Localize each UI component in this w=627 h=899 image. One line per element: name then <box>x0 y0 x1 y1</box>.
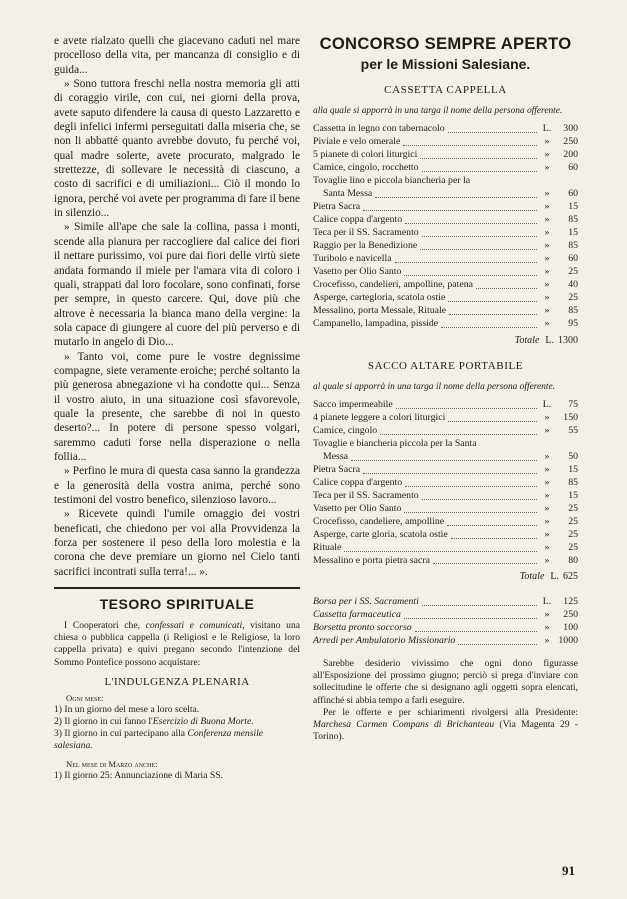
item-value: 250 <box>563 609 578 621</box>
left-column <box>54 34 300 782</box>
item-label: Arredi per Ambulatorio Missionario <box>313 635 456 647</box>
item-value: 25 <box>568 291 578 303</box>
monthly-item-italic: Esercizio di Buona Morte. <box>152 716 254 728</box>
item-value: 15 <box>568 201 578 213</box>
item-value: 85 <box>568 304 578 316</box>
item-label: Teca per il SS. Sacramento <box>313 227 419 239</box>
leader-dots <box>344 551 537 552</box>
leader-dots <box>396 408 537 409</box>
extras-items <box>313 596 578 648</box>
item-currency: » <box>544 201 550 213</box>
item-label: Messalino, porta Messale, Rituale <box>313 304 447 316</box>
total-currency: L. <box>545 334 554 346</box>
item-value: 1000 <box>558 635 578 647</box>
item-value: 15 <box>568 489 578 501</box>
list-item <box>313 464 578 477</box>
item-label: Asperge, carte gloria, scatola ostie <box>313 528 448 540</box>
item-value: 60 <box>568 162 578 174</box>
item-label: Rituale <box>313 541 342 553</box>
closing-paragraph-1: Sarebbe desiderio vivissimo che ogni dono figurasse all'Esposizione del prossimo giugno; perciò si prega d'inviare con sollecitudine le offerte che si designano agli oggetti sopra elencati, affinché si abbia tempo a farli eseguire. <box>313 658 578 706</box>
leader-dots <box>351 460 537 461</box>
monthly-item-text: 3) Il giorno in cui partecipano alla <box>54 728 188 740</box>
list-item <box>313 516 578 529</box>
item-label-continuation: Messa <box>323 450 349 462</box>
list-item <box>313 412 578 425</box>
item-label: Turibolo e navicella <box>313 252 392 264</box>
paragraph-2: » Sono tuttora freschi nella nostra memoria gli atti di coraggio virile, con cui, nei giorni della prova, avete saputo difendere la causa di questo Lazzaretto e degli infelici infermi perseguitati dalla miseria che, se non li abbatté quanto avrebbe dovuto, fu perché voi, qual madre solerte, avete procurato, malgrado le strettezze, di sollevare le necessità di ciascuno, a costo di sacrifici e di umiliazioni... Ciò il mondo lo ignora, perché voi avete per programma di fare il bene in silenzio... <box>54 78 300 220</box>
list-item-continuation <box>313 188 578 201</box>
leader-dots <box>404 618 537 619</box>
item-value: 40 <box>568 278 578 290</box>
cassetta-items <box>313 123 578 330</box>
tesoro-title: TESORO SPIRITUALE <box>99 596 255 613</box>
item-label: Calice coppa d'argento <box>313 476 403 488</box>
total-value: 625 <box>563 571 578 583</box>
item-label: Messalino e porta pietra sacra <box>313 554 430 566</box>
item-currency: L. <box>542 399 552 411</box>
item-currency: » <box>544 136 550 148</box>
closing-paragraph-2 <box>313 707 578 743</box>
sacco-total <box>313 571 578 582</box>
item-currency: » <box>544 450 550 462</box>
item-currency: » <box>544 317 550 329</box>
item-label: Crocefisso, candelieri, ampolline, patena <box>313 278 473 290</box>
closing-2-post: (Via Magenta 29 - Torino). <box>313 718 579 742</box>
item-currency: » <box>544 502 550 514</box>
item-label: Teca per il SS. Sacramento <box>313 489 419 501</box>
list-item <box>313 529 578 542</box>
sacco-note: al quale si apporrà in una targa il nome della persona offerente. <box>313 381 555 392</box>
leader-dots <box>422 605 537 606</box>
leader-dots <box>395 262 537 263</box>
paragraph-5: » Perfino le mura di questa casa sanno la grandezza e la generosità della vostra anima, perché sono testimoni del vostro benefico, silenzioso lavoro... <box>54 465 300 506</box>
concorso-subtitle: per le Missioni Salesiane. <box>360 56 531 72</box>
item-value: 85 <box>568 476 578 488</box>
list-item <box>313 503 578 516</box>
leader-dots <box>420 158 537 159</box>
item-value: 50 <box>568 450 578 462</box>
paragraph-4: » Tanto voi, come pure le vostre degnissime compagne, siete veramente eroiche; perché soltanto la più generosa abnegazione vi ha condotte qui... Senza il vostro aiuto, in una situazione così sfavorevole, quale la presente, che sarebbe di noi in questo deserto?... In potere di persone spesso volgari, saremmo caduti forse nella disperazione o nella follia... <box>54 350 300 463</box>
item-label: Sacco impermeabile <box>313 399 393 411</box>
item-currency: » <box>544 528 550 540</box>
leader-dots <box>363 210 537 211</box>
right-column <box>313 34 578 743</box>
list-item <box>313 175 578 188</box>
item-value: 25 <box>568 502 578 514</box>
paragraph-1: e avete rialzato quelli che giacevano caduti nel mare procelloso della vita, per mancanza di consiglio e di guida... <box>54 35 300 76</box>
leader-dots <box>405 486 537 487</box>
section-divider <box>54 587 300 589</box>
leader-dots <box>448 301 537 302</box>
item-value: 80 <box>568 554 578 566</box>
page-number: 91 <box>562 863 575 878</box>
list-item <box>313 227 578 240</box>
leader-dots <box>448 421 537 422</box>
item-label: Tovaglie lino e piccola biancheria per la <box>313 175 471 187</box>
item-currency: » <box>544 476 550 488</box>
leader-dots <box>448 132 537 133</box>
item-value: 250 <box>563 136 578 148</box>
item-currency: » <box>544 463 550 475</box>
total-label: Totale <box>519 571 545 583</box>
monthly-item <box>54 704 300 716</box>
leader-dots <box>476 288 537 289</box>
item-value: 125 <box>563 596 578 608</box>
list-item <box>313 214 578 227</box>
item-value: 25 <box>568 541 578 553</box>
item-value: 85 <box>568 239 578 251</box>
item-label: Tovaglie e biancheria piccola per la Santa <box>313 437 477 449</box>
item-value: 75 <box>568 399 578 411</box>
item-currency: » <box>544 188 550 200</box>
leader-dots <box>415 631 537 632</box>
tesoro-intro-italic: confessati e comunicati, <box>145 620 245 632</box>
item-value: 200 <box>563 149 578 161</box>
list-item <box>313 318 578 331</box>
item-currency: » <box>544 265 550 277</box>
item-label: Piviale e velo omerale <box>313 136 401 148</box>
item-value: 95 <box>568 317 578 329</box>
list-item <box>313 542 578 555</box>
list-item <box>313 477 578 490</box>
monthly-item-italic: Conferenza mensile salesiana. <box>54 728 264 752</box>
leader-dots <box>441 327 537 328</box>
item-label-continuation: Santa Messa <box>323 188 373 200</box>
list-item <box>313 266 578 279</box>
item-value: 100 <box>563 622 578 634</box>
tesoro-intro <box>54 620 300 669</box>
list-item <box>313 438 578 451</box>
item-value: 55 <box>568 424 578 436</box>
tesoro-intro-2: visitano una chiesa o pubblica cappella (i Religiosi e le Religiose, la loro cappella privata) e quivi pregano secondo l'intenzione del Sommo Pontefice possono acquistare: <box>54 620 300 668</box>
item-label: Pietra Sacra <box>313 201 361 213</box>
monthly-item <box>54 728 300 752</box>
cassetta-note: alla quale si apporrà in una targa il nome della persona offerente. <box>313 106 563 116</box>
item-currency: » <box>544 541 550 553</box>
leader-dots <box>458 644 537 645</box>
list-item <box>313 292 578 305</box>
item-label: Borsa per i SS. Sacramenti <box>313 596 419 608</box>
item-currency: » <box>544 635 550 647</box>
item-label: Camice, cingolo, rocchetto <box>313 162 419 174</box>
item-label: 5 pianete di colori liturgici <box>313 149 418 161</box>
ogni-mese-caption: Ogni mese: <box>66 692 104 703</box>
list-item <box>313 609 578 622</box>
list-item <box>313 253 578 266</box>
list-item <box>313 555 578 568</box>
list-item-continuation <box>313 451 578 464</box>
item-currency: » <box>544 424 550 436</box>
item-value: 15 <box>568 227 578 239</box>
cassetta-total <box>313 335 578 346</box>
item-currency: » <box>544 291 550 303</box>
leader-dots <box>433 563 537 564</box>
item-currency: » <box>544 412 550 424</box>
total-label: Totale <box>514 334 540 346</box>
monthly-item-text: 2) Il giorno in cui fanno l' <box>54 716 153 728</box>
leader-dots <box>403 145 537 146</box>
item-value: 60 <box>568 188 578 200</box>
total-currency: L. <box>550 571 559 583</box>
item-label: Pietra Sacra <box>313 463 361 475</box>
list-item <box>313 399 578 412</box>
monthly-item-text: 1) In un giorno del mese a loro scelta. <box>54 703 200 715</box>
item-label: Cassetta farmaceutica <box>313 609 401 621</box>
leader-dots <box>447 525 537 526</box>
closing-2-text: Per le offerte e per schiarimenti rivolgersi alla Presidente: <box>323 706 578 718</box>
list-item <box>313 635 578 648</box>
item-currency: L. <box>542 123 552 135</box>
item-currency: » <box>544 278 550 290</box>
item-label: Raggio per la Benedizione <box>313 239 418 251</box>
list-item <box>313 240 578 253</box>
list-item <box>313 279 578 292</box>
item-currency: » <box>544 239 550 251</box>
list-item <box>313 201 578 214</box>
monthly-item <box>54 716 300 728</box>
item-currency: L. <box>542 596 552 608</box>
item-label: Vasetto per Olio Santo <box>313 265 402 277</box>
item-currency: » <box>544 515 550 527</box>
item-currency: » <box>544 489 550 501</box>
item-label: Crocefisso, candeliere, ampolline <box>313 515 445 527</box>
list-item <box>313 596 578 609</box>
closing-2-italic: Marchesa Carmen Compans di Brichanteau <box>313 718 495 730</box>
item-value: 85 <box>568 214 578 226</box>
item-value: 300 <box>563 123 578 135</box>
leader-dots <box>363 473 537 474</box>
item-label: Vasetto per Olio Santo <box>313 502 402 514</box>
item-currency: » <box>544 554 550 566</box>
item-currency: » <box>544 149 550 161</box>
item-currency: » <box>544 227 550 239</box>
leader-dots <box>404 275 537 276</box>
leader-dots <box>404 512 537 513</box>
item-label: Campanello, lampadina, pisside <box>313 317 439 329</box>
sacco-title: SACCO ALTARE PORTABILE <box>367 359 524 372</box>
leader-dots <box>422 499 537 500</box>
list-item <box>313 425 578 438</box>
item-currency: » <box>544 162 550 174</box>
item-label: Calice coppa d'argento <box>313 214 403 226</box>
item-currency: » <box>544 252 550 264</box>
item-currency: » <box>544 304 550 316</box>
leader-dots <box>405 223 537 224</box>
leader-dots <box>375 197 537 198</box>
paragraph-3: » Simile all'ape che sale la collina, passa i monti, scende alla pianura per raccogliere dal calice dei fiori il nettare purissimo, voi pure dai fiori delle virtù siete andata formando il miele per l'amara vita di coloro i quali, strappati dal loro focolare, sono confinati, forse per sempre, in questo carcere. Qui, dove più che altrove è necessaria la bianca mano della vergine: la sola capace di giungere al cuore del più perverso e di mutarlo in angelo di Dio... <box>54 221 300 349</box>
item-label: Asperge, cartegloria, scatola ostie <box>313 291 446 303</box>
item-value: 150 <box>563 412 578 424</box>
list-item <box>313 149 578 162</box>
item-value: 15 <box>568 463 578 475</box>
total-value: 1300 <box>558 334 578 346</box>
nel-mese-caption: Nel mese di Marzo anche: <box>66 758 158 769</box>
item-value: 60 <box>568 252 578 264</box>
list-item <box>313 136 578 149</box>
leader-dots <box>420 249 537 250</box>
leader-dots <box>422 171 537 172</box>
item-value: 25 <box>568 528 578 540</box>
sacco-items <box>313 399 578 567</box>
item-currency: » <box>544 622 550 634</box>
item-label: Borsetta pronto soccorso <box>313 622 412 634</box>
item-currency: » <box>544 214 550 226</box>
leader-dots <box>422 236 537 237</box>
paragraph-6: » Ricevete quindi l'umile omaggio dei vostri beneficati, che chiedono per voi alla Provvidenza la forza per sostenere il peso della loro molestia e la corona che deve premiare un giorno nel Cielo tanti sacrifici incontrati sulla terra!... ». <box>54 508 300 578</box>
item-label: Cassetta in legno con tabernacolo <box>313 123 445 135</box>
leader-dots <box>380 434 537 435</box>
item-label: 4 pianete leggere a colori liturgici <box>313 412 446 424</box>
list-item <box>313 123 578 136</box>
concorso-title: CONCORSO SEMPRE APERTO <box>319 34 572 53</box>
list-item <box>313 305 578 318</box>
list-item <box>313 162 578 175</box>
leader-dots <box>451 538 537 539</box>
cassetta-title: CASSETTA CAPPELLA <box>384 84 507 96</box>
leader-dots <box>449 314 537 315</box>
list-item <box>313 490 578 503</box>
item-value: 25 <box>568 515 578 527</box>
march-item: 1) Il giorno 25: Annunciazione di Maria SS. <box>54 769 223 781</box>
tesoro-intro-1: I Cooperatori che, <box>64 620 146 632</box>
list-item <box>313 622 578 635</box>
item-currency: » <box>544 609 550 621</box>
indulgenza-title: L'INDULGENZA PLENARIA <box>104 675 250 688</box>
item-value: 25 <box>568 265 578 277</box>
item-label: Camice, cingolo <box>313 424 378 436</box>
